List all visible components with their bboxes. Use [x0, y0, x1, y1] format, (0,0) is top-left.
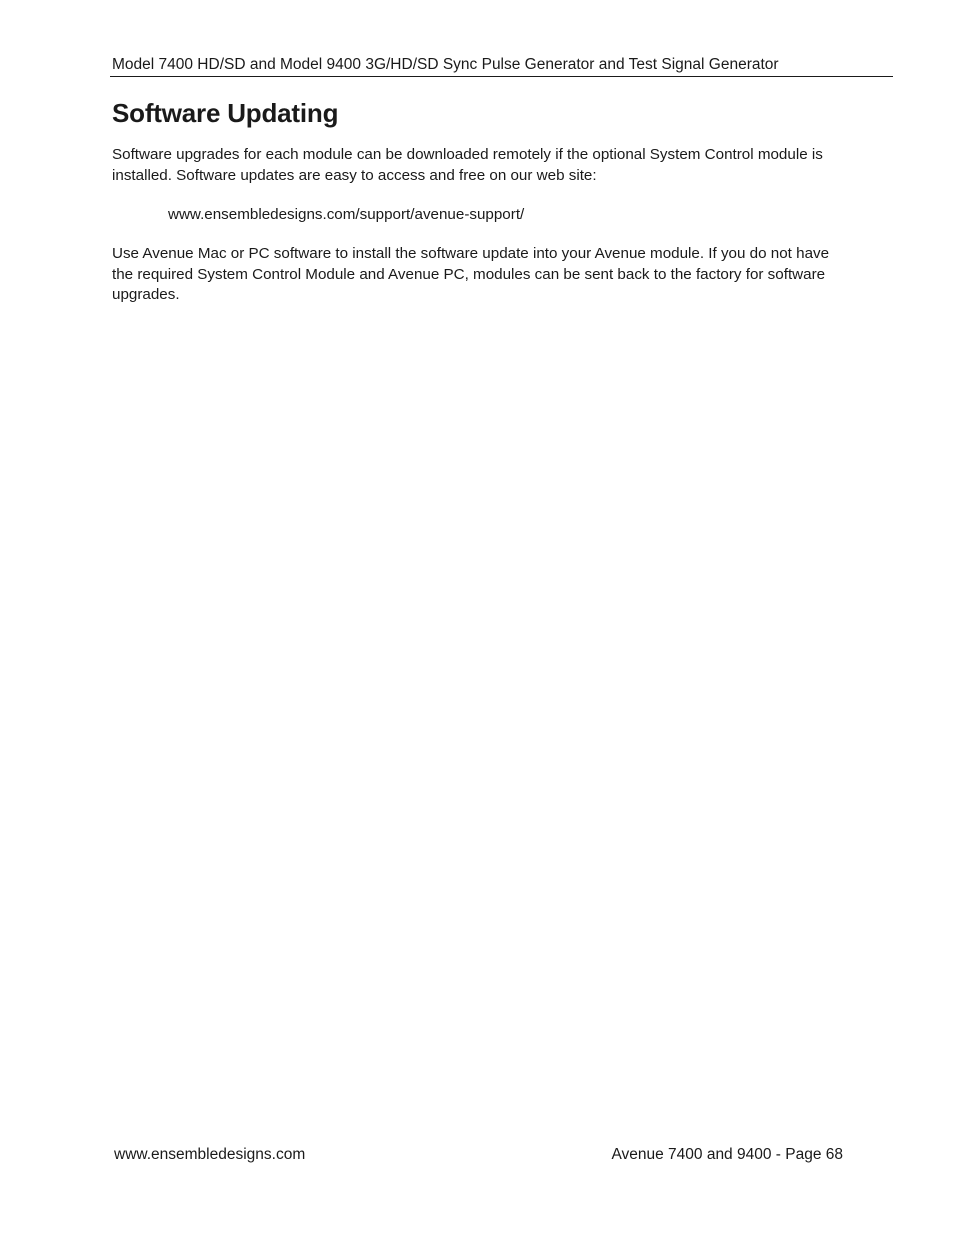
support-url: www.ensembledesigns.com/support/avenue-support/ — [168, 206, 525, 223]
intro-paragraph: Software upgrades for each module can be downloaded remotely if the optional System Control module is installed. Software updates are easy to access and free on our web site: — [112, 146, 823, 184]
section-title: Software Updating — [112, 98, 339, 128]
footer-page-number: Avenue 7400 and 9400 - Page 68 — [611, 1146, 843, 1163]
footer-website: www.ensembledesigns.com — [114, 1146, 306, 1163]
instructions-paragraph: Use Avenue Mac or PC software to install the software update into your Avenue module. If you do not have the required System Control Module and Avenue PC, modules can be sent back to the factory for software upgrades. — [112, 245, 830, 304]
running-header: Model 7400 HD/SD and Model 9400 3G/HD/SD Sync Pulse Generator and Test Signal Generator — [112, 56, 779, 73]
header-divider — [110, 76, 893, 77]
